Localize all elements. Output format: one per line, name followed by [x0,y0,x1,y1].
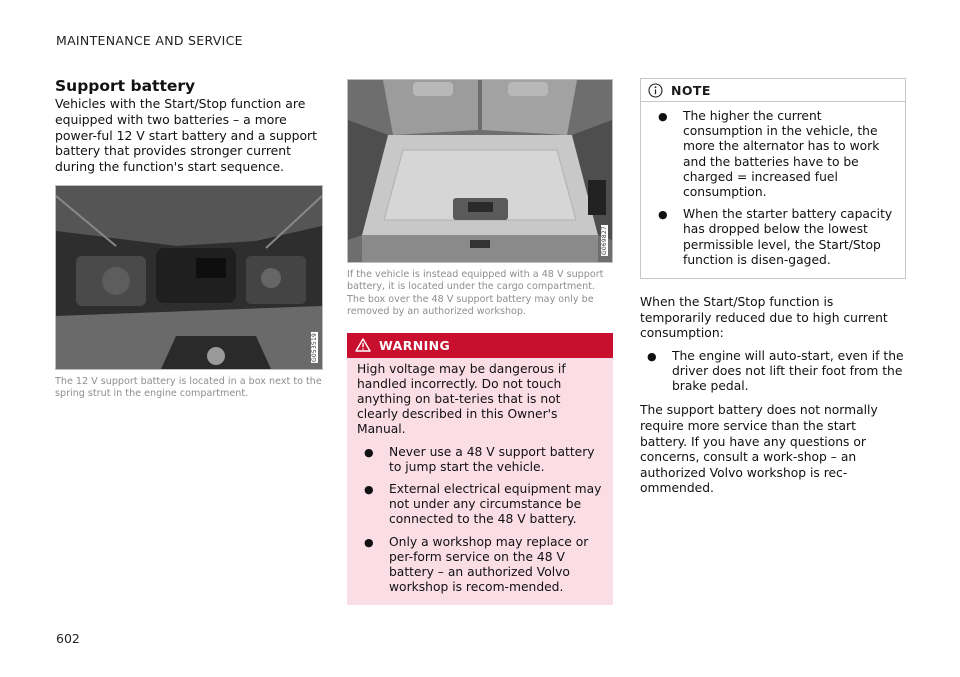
list-item: ● Never use a 48 V support battery to jump start the vehicle. [364,444,595,474]
column-2 [347,79,613,605]
bullet-icon: ● [647,349,657,363]
page-number: 602 [56,631,80,646]
body-paragraph: The support battery does not normally require more service than the start battery. If you have any questions or concerns, consult a work-shop – an authorized Volvo workshop is rec-ommended. [640,403,878,496]
engine-compartment-illustration [56,186,322,369]
warning-triangle-icon [355,338,371,352]
consequence-list [640,349,906,395]
figure-caption: The 12 V support battery is located in a box next to the spring strut in the engine compartment. [55,375,322,400]
warning-body [347,358,613,606]
note-list [651,109,895,268]
warning-text: High voltage may be dangerous if handled incorrectly. Do not touch anything on bat-teries that is not clearly described in this Owner's Manual. [357,361,566,437]
bullet-icon: ● [658,208,668,222]
cargo-compartment-illustration [348,80,612,262]
image-code: G069827 [601,226,608,255]
column-3 [640,78,906,497]
bullet-icon: ● [364,535,374,549]
image-code: G053519 [311,333,318,362]
section-title: Support battery [55,77,196,95]
list-item: ● External electrical equipment may not under any circumstance be connected to the 48 V battery. [364,482,602,527]
bullet-icon: ● [364,483,374,497]
note-header [641,79,905,102]
warning-box [347,333,613,606]
note-label: NOTE [671,82,711,98]
cargo-compartment-photo [347,79,613,263]
bullet-icon: ● [364,445,374,459]
note-body [641,109,905,278]
column-1 [55,76,323,401]
info-icon [648,83,663,98]
warning-header [347,333,613,358]
intro-paragraph: Vehicles with the Start/Stop function are equipped with two batteries – a more power-ful 12 V start battery and a support battery that provides stronger current during the function's start sequence. [55,96,318,175]
list-item: ● Only a workshop may replace or per-form service on the 48 V battery – an authorized Volvo workshop is recom-mended. [364,534,589,595]
figure-caption: If the vehicle is instead equipped with a 48 V support battery, it is located under the cargo compartment. The box over the 48 V support battery may only be removed by an authorized workshop. [347,269,604,318]
bullet-icon: ● [658,110,668,123]
note-box [640,78,906,279]
list-item: ● When the starter battery capacity has dropped below the lowest permissible level, the Start/Stop function is disen-gaged. [658,207,893,267]
list-item: ● The engine will auto-start, even if the driver does not lift their foot from the brake pedal. [647,348,904,394]
engine-compartment-photo [55,185,323,370]
section-header: MAINTENANCE AND SERVICE [56,33,243,48]
warning-label: WARNING [379,337,451,353]
body-paragraph: When the Start/Stop function is temporarily reduced due to high current consumption: [640,295,888,341]
warning-list [357,445,603,596]
list-item: ● The higher the current consumption in the vehicle, the more the alternator has to work and the batteries have to be charged = increased fuel consumption. [658,109,880,200]
